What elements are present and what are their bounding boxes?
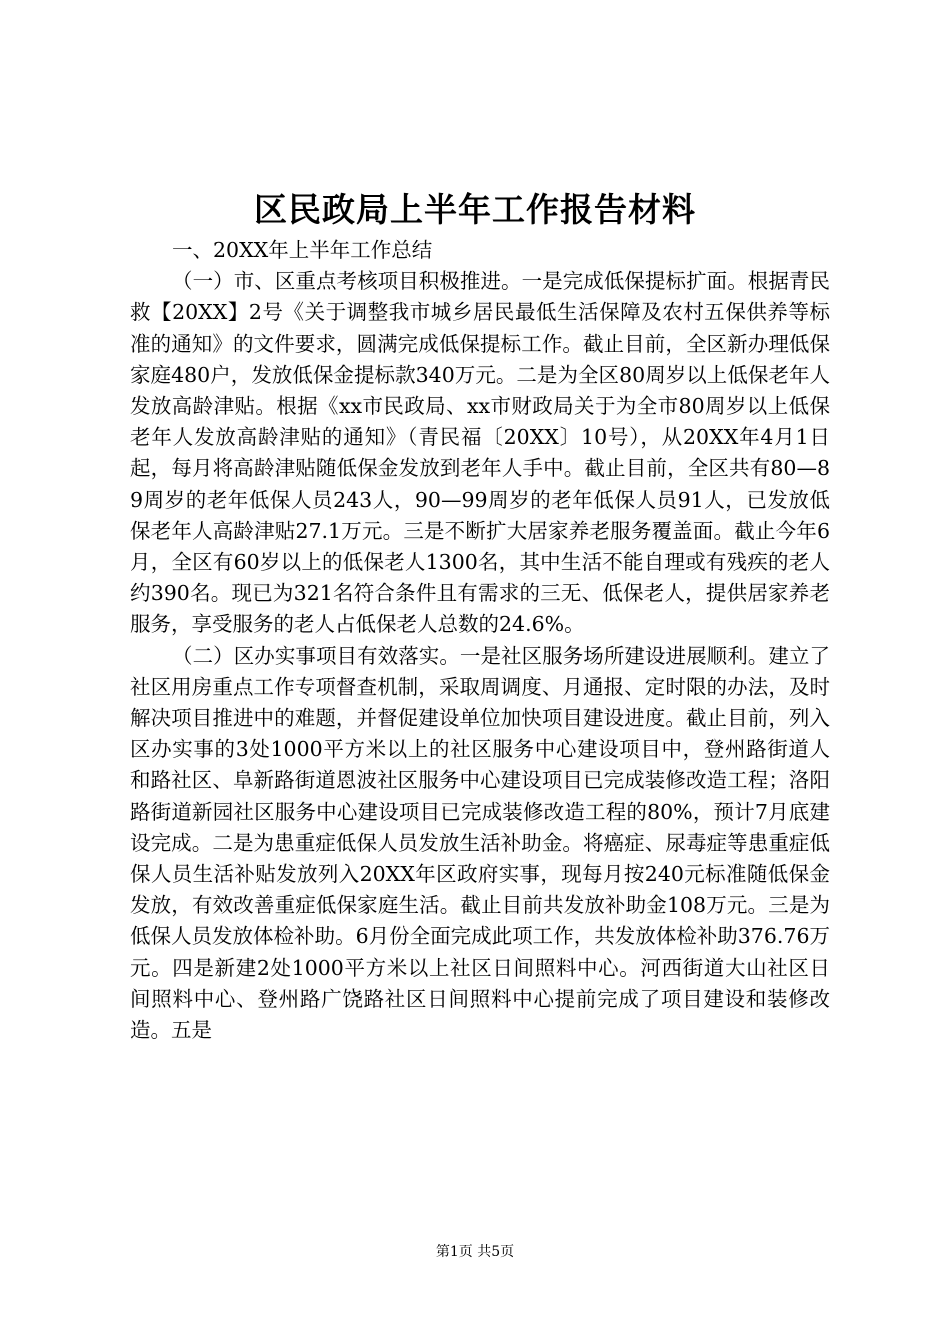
page-footer: 第1页 共5页 — [435, 1244, 515, 1260]
document-body — [130, 235, 830, 1046]
body-paragraph: （一）市、区重点考核项目积极推进。一是完成低保提标扩面。根据青民救【20XX】2号《关于调整我市城乡居民最低生活保障及农村五保供养等标准的通知》的文件要求，圆满完成低保提标工作。截止目前，全区新办理低保家庭480户，发放低保金提标款340万元。二是为全区80周岁以上低保老年人发放高龄津贴。根据《xx市民政局、xx市财政局关于为全市80周岁以上低保老年人发放高龄津贴的通知》（青民福〔20XX〕10号），从20XX年4月1日起，每月将高龄津贴随低保金发放到老年人手中。截止目前，全区共有80—89周岁的老年低保人员243人，90—99周岁的老年低保人员91人，已发放低保老年人高龄津贴27.1万元。三是不断扩大居家养老服务覆盖面。截止今年6月，全区有60岁以上的低保老人1300名，其中生活不能自理或有残疾的老人约390名。现已为321名符合条件且有需求的三无、低保老人，提供居家养老服务，享受服务的老人占低保老人总数的24.6%。 — [130, 269, 830, 637]
document-title: 区民政局上半年工作报告材料 — [254, 190, 696, 229]
section-heading: 一、20XX年上半年工作总结 — [172, 238, 433, 262]
body-paragraph: （二）区办实事项目有效落实。一是社区服务场所建设进展顺利。建立了社区用房重点工作专项督查机制，采取周调度、月通报、定时限的办法，及时解决项目推进中的难题，并督促建设单位加快项目建设进度。截止目前，列入区办实事的3处1000平方米以上的社区服务中心建设项目中，登州路街道人和路社区、阜新路街道恩波社区服务中心建设项目已完成装修改造工程；洛阳路街道新园社区服务中心建设项目已完成装修改造工程的80%，预计7月底建设完成。二是为患重症低保人员发放生活补助金。将癌症、尿毒症等患重症低保人员生活补贴发放列入20XX年区政府实事，现每月按240元标准随低保金发放，有效改善重症低保家庭生活。截止目前共发放补助金108万元。三是为低保人员发放体检补助。6月份全面完成此项工作，共发放体检补助376.76万元。四是新建2处1000平方米以上社区日间照料中心。河西街道大山社区日间照料中心、登州路广饶路社区日间照料中心提前完成了项目建设和装修改造。五是 — [130, 643, 830, 1043]
